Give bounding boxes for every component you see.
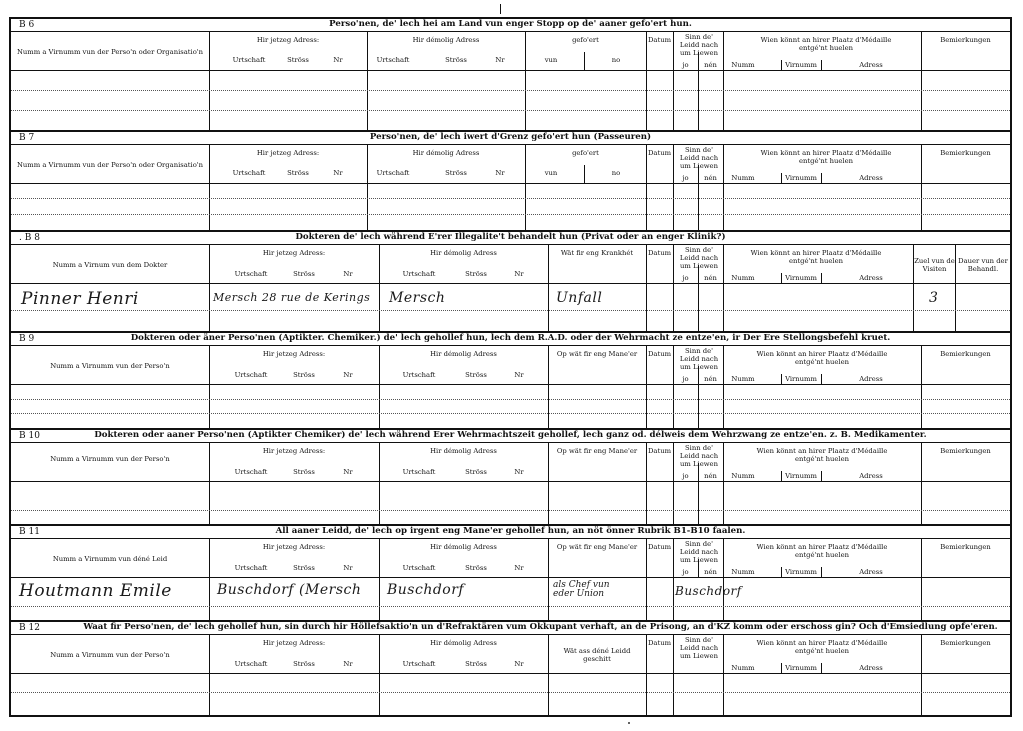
- grid-line: [209, 71, 210, 130]
- locality-label: Urtschaft: [232, 56, 266, 64]
- no-label: nén: [704, 568, 717, 576]
- grid-line: [11, 606, 1010, 607]
- grid-line: [698, 284, 699, 331]
- yes-label: jo: [682, 568, 689, 576]
- locality-label: Urtschaft: [234, 468, 268, 476]
- yes-label: jo: [682, 472, 689, 480]
- date-label: Datum: [647, 249, 672, 257]
- date-label: Datum: [647, 447, 672, 455]
- yes-label: jo: [682, 61, 689, 69]
- locality-label: Urtschaft: [232, 169, 266, 177]
- number-label: Nr: [514, 660, 524, 668]
- from-label: vun: [544, 56, 558, 64]
- medal-first-label: Virnumm: [785, 664, 817, 672]
- doctor-current-address-entry: Mersch 28 rue de Kerings: [213, 291, 371, 304]
- grid-line: [367, 71, 368, 130]
- grid-line: [11, 413, 1010, 414]
- number-label: Nr: [343, 371, 353, 379]
- medal-name-label: Numm: [731, 664, 755, 672]
- entry-rows: [11, 578, 1010, 620]
- section-code: B 10: [19, 431, 40, 441]
- helper-name-entry: Houtmann Emile: [19, 581, 172, 601]
- street-label: Ströss: [465, 270, 487, 278]
- section-title: Perso'nen, de' lech iwert d'Grenz gefo'ert hun (Passeuren): [369, 132, 652, 142]
- number-label: Nr: [343, 660, 353, 668]
- grid-line: [673, 385, 674, 428]
- yes-label: jo: [682, 375, 689, 383]
- header-row: [11, 32, 1010, 71]
- former-address-label: Hir démolig Adress: [430, 249, 497, 257]
- header-row: [11, 145, 1010, 184]
- locality-label: Urtschaft: [402, 564, 436, 572]
- life-risk-label: Sinn de' Leidd nach um Liewen: [679, 636, 719, 660]
- street-label: Ströss: [293, 270, 315, 278]
- medal-label: Wien könnt an hirer Plaatz d'Médaille entgé'nt huelen: [760, 149, 892, 165]
- form-sheet: [9, 17, 1012, 717]
- medal-name-label: Numm: [731, 375, 755, 383]
- section-b9-title-row: [11, 333, 1010, 346]
- street-label: Ströss: [465, 660, 487, 668]
- medal-label: Wien könnt an hirer Plaatz d'Médaille entgé'nt huelen: [756, 350, 888, 366]
- grid-line: [921, 385, 922, 428]
- section-title: Dokteren de' lech während E'rer Illegalite't behandelt hun (Privat oder an enger Klinik?): [295, 232, 726, 242]
- grid-line: [673, 674, 674, 715]
- helper-how-entry: als Chef vun eder Union: [553, 580, 610, 599]
- number-label: Nr: [343, 468, 353, 476]
- locality-label: Urtschaft: [234, 660, 268, 668]
- name-doctor-label: Numm a Virnum vun dem Dokter: [52, 261, 168, 269]
- current-address-label: Hir jetzeg Adress:: [262, 543, 326, 551]
- grid-line: [525, 184, 526, 230]
- helper-former-address-entry: Buschdorf: [387, 582, 465, 598]
- street-label: Ströss: [293, 660, 315, 668]
- grid-line: [209, 184, 210, 230]
- street-label: Ströss: [465, 468, 487, 476]
- number-label: Nr: [495, 56, 505, 64]
- entry-rows: [11, 184, 1010, 230]
- life-risk-label: Sinn de' Leidd nach um Liewen: [679, 444, 719, 468]
- current-address-label: Hir jetzeg Adress:: [262, 350, 326, 358]
- remarks-label: Bemierkungen: [940, 639, 991, 647]
- helper-current-address-entry: Buschdorf (Mersch: [217, 582, 362, 598]
- section-b6: [11, 19, 1010, 132]
- grid-line: [11, 510, 1010, 511]
- grid-line: [921, 71, 922, 130]
- name-person-label: Numm a Virnumm vun der Perso'n: [50, 651, 170, 659]
- section-b7-title-row: [11, 132, 1010, 145]
- grid-line: [673, 284, 674, 331]
- former-address-label: Hir démolig Adress: [430, 543, 497, 551]
- grid-line: [723, 385, 724, 428]
- former-address-label: Hir démolig Adress: [430, 639, 497, 647]
- date-label: Datum: [647, 543, 672, 551]
- grid-line: [723, 71, 724, 130]
- section-b10-title-row: [11, 430, 1010, 443]
- section-code: B 11: [19, 527, 40, 537]
- remarks-label: Bemierkungen: [940, 350, 991, 358]
- entry-rows: [11, 674, 1010, 715]
- grid-line: [584, 52, 585, 70]
- remarks-label: Bemierkungen: [940, 447, 991, 455]
- grid-line: [698, 184, 699, 230]
- illness-entry: Unfall: [556, 290, 603, 306]
- grid-line: [548, 284, 549, 331]
- locality-label: Urtschaft: [376, 169, 410, 177]
- date-label: Datum: [647, 149, 672, 157]
- section-b7: [11, 132, 1010, 232]
- medal-name-label: Numm: [731, 61, 755, 69]
- medal-label: Wien könnt an hirer Plaatz d'Médaille entgé'nt huelen: [760, 36, 892, 52]
- locality-label: Urtschaft: [402, 270, 436, 278]
- life-risk-label: Sinn de' Leidd nach um Liewen: [679, 347, 719, 371]
- section-title: Dokteren oder äner Perso'nen (Aptikter. Chemiker.) de' lech gehollef hun, lech dem R.A.D. oder der Wehrmacht ze entze'en, ir Der Ere Stellongsbefehl kruet.: [130, 333, 891, 343]
- no-label: nén: [704, 274, 717, 282]
- section-code: B 9: [19, 334, 35, 344]
- grid-line: [209, 385, 210, 428]
- no-label: nén: [704, 174, 717, 182]
- grid-line: [379, 482, 380, 524]
- name-org-label: Numm a Virnumm vun der Perso'n oder Organisatio'n: [16, 48, 204, 56]
- grid-line: [673, 482, 674, 524]
- grid-line: [723, 674, 724, 715]
- life-risk-label: Sinn de' Leidd nach um Liewen: [679, 33, 719, 57]
- street-label: Ströss: [287, 56, 309, 64]
- from-label: vun: [544, 169, 558, 177]
- grid-line: [673, 184, 674, 230]
- grid-line: [11, 310, 1010, 311]
- medal-address-label: Adress: [859, 61, 883, 69]
- grid-line: [698, 71, 699, 130]
- medal-address-label: Adress: [859, 274, 883, 282]
- grid-line: [548, 385, 549, 428]
- grid-line: [646, 674, 647, 715]
- grid-line: [209, 482, 210, 524]
- grid-line: [646, 578, 647, 620]
- top-tick-mark: [500, 4, 501, 14]
- current-address-label: Hir jetzeg Adress:: [262, 447, 326, 455]
- section-b9: [11, 333, 1010, 430]
- street-label: Ströss: [293, 371, 315, 379]
- grid-line: [11, 110, 1010, 111]
- current-address-label: Hir jetzeg Adress:: [262, 639, 326, 647]
- street-label: Ströss: [465, 371, 487, 379]
- number-label: Nr: [333, 56, 343, 64]
- medal-name-label: Numm: [731, 568, 755, 576]
- grid-line: [11, 214, 1010, 215]
- grid-line: [921, 578, 922, 620]
- medal-name-label: Numm: [731, 472, 755, 480]
- entry-rows: [11, 71, 1010, 130]
- former-address-label: Hir démolig Adress: [430, 350, 497, 358]
- remarks-label: Bemierkungen: [940, 543, 991, 551]
- grid-line: [209, 284, 210, 331]
- street-label: Ströss: [293, 468, 315, 476]
- former-address-label: Hir démolig Adress: [430, 447, 497, 455]
- grid-line: [646, 71, 647, 130]
- locality-label: Urtschaft: [234, 270, 268, 278]
- grid-line: [11, 198, 1010, 199]
- medal-first-label: Virnumm: [785, 472, 817, 480]
- grid-line: [646, 284, 647, 331]
- date-label: Datum: [647, 350, 672, 358]
- doctor-former-address-entry: Mersch: [389, 290, 446, 306]
- speck: [628, 722, 630, 724]
- section-code: B 7: [19, 133, 35, 143]
- number-label: Nr: [514, 270, 524, 278]
- escorted-label: gefo'ert: [572, 36, 599, 44]
- grid-line: [379, 578, 380, 620]
- how-label: Op wät fir eng Mane'er: [556, 350, 638, 358]
- grid-line: [921, 184, 922, 230]
- medal-name-label: Numm: [731, 174, 755, 182]
- grid-line: [698, 482, 699, 524]
- medal-first-label: Virnumm: [785, 274, 817, 282]
- section-b12-title-row: [11, 622, 1010, 635]
- former-address-label: Hir démolig Adress: [412, 36, 480, 44]
- duration-label: Dauer vun der Behandl.: [958, 257, 1008, 273]
- life-risk-label: Sinn de' Leidd nach um Liewen: [679, 246, 719, 270]
- grid-line: [379, 674, 380, 715]
- grid-line: [955, 284, 956, 331]
- locality-label: Urtschaft: [234, 564, 268, 572]
- section-code: . B 8: [19, 233, 40, 243]
- grid-line: [673, 635, 674, 673]
- medal-first-label: Virnumm: [785, 375, 817, 383]
- locality-label: Urtschaft: [234, 371, 268, 379]
- street-label: Ströss: [293, 564, 315, 572]
- grid-line: [584, 165, 585, 183]
- section-title: Waat fir Perso'nen, de' lech gehollef hun, sin durch hir Höllefsaktio'n un d'Refraktären vum Okkupant verhaft, an de Prisong, an d'KZ komm oder erschoss gin? Och d'Emsiedlung opfe'eren.: [83, 622, 998, 632]
- locality-label: Urtschaft: [402, 660, 436, 668]
- header-row: [11, 245, 1010, 284]
- helper-life-entry: Buschdorf: [675, 584, 742, 598]
- name-person-label: Numm a Virnumm vun déné Leid: [52, 555, 168, 563]
- medal-label: Wien könnt an hirer Plaatz d'Médaille entgé'nt huelen: [756, 447, 888, 463]
- grid-line: [548, 482, 549, 524]
- grid-line: [379, 385, 380, 428]
- grid-line: [673, 578, 674, 620]
- medal-address-label: Adress: [859, 472, 883, 480]
- grid-line: [921, 674, 922, 715]
- date-label: Datum: [647, 639, 672, 647]
- grid-line: [921, 482, 922, 524]
- number-label: Nr: [333, 169, 343, 177]
- section-b8-title-row: [11, 232, 1010, 245]
- grid-line: [548, 635, 549, 673]
- entry-rows: [11, 284, 1010, 331]
- name-org-label: Numm a Virnumm vun der Perso'n oder Organisatio'n: [16, 161, 204, 169]
- name-person-label: Numm a Virnumm vun der Perso'n: [50, 455, 170, 463]
- section-title: All aaner Leidd, de' lech op irgent eng Mane'er gehollef hun, an nöt önner Rubrik B1-B10 faalen.: [275, 526, 746, 536]
- date-label: Datum: [647, 36, 672, 44]
- grid-line: [548, 578, 549, 620]
- grid-line: [11, 692, 1010, 693]
- grid-line: [367, 184, 368, 230]
- medal-first-label: Virnumm: [785, 174, 817, 182]
- to-label: no: [611, 56, 621, 64]
- grid-line: [209, 578, 210, 620]
- grid-line: [11, 399, 1010, 400]
- medal-label: Wien könnt an hirer Plaatz d'Médaille entgé'nt huelen: [756, 639, 888, 655]
- medal-first-label: Virnumm: [785, 568, 817, 576]
- section-b11-title-row: [11, 526, 1010, 539]
- grid-line: [723, 482, 724, 524]
- no-label: nén: [704, 61, 717, 69]
- grid-line: [646, 482, 647, 524]
- how-label: Op wät fir eng Mane'er: [556, 447, 638, 455]
- no-label: nén: [704, 472, 717, 480]
- number-label: Nr: [495, 169, 505, 177]
- grid-line: [723, 184, 724, 230]
- illness-label: Wät fir eng Krankhét: [560, 249, 634, 257]
- section-title: Dokteren oder aaner Perso'nen (Aptikter Chemiker) de' lech während Erer Wehrmachtszeit gehollef, lech ganz od. délweis dem Wehrzwang ze entze'en. z. B. Medikamenter.: [94, 430, 927, 440]
- medal-first-label: Virnumm: [785, 61, 817, 69]
- grid-line: [11, 90, 1010, 91]
- locality-label: Urtschaft: [376, 56, 410, 64]
- grid-line: [646, 184, 647, 230]
- header-row: [11, 539, 1010, 578]
- grid-line: [723, 284, 724, 331]
- entry-rows: [11, 385, 1010, 428]
- number-label: Nr: [514, 564, 524, 572]
- current-address-label: Hir jetzeg Adress:: [262, 249, 326, 257]
- visits-entry: 3: [929, 290, 939, 306]
- street-label: Ströss: [445, 169, 467, 177]
- section-title: Perso'nen, de' lech hei am Land vun enger Stopp op de' aaner gefo'ert hun.: [329, 19, 692, 29]
- number-label: Nr: [514, 468, 524, 476]
- section-b11: [11, 526, 1010, 622]
- grid-line: [673, 71, 674, 130]
- medal-address-label: Adress: [859, 375, 883, 383]
- entry-rows: [11, 482, 1010, 524]
- remarks-label: Bemierkungen: [940, 149, 991, 157]
- no-label: nén: [704, 375, 717, 383]
- medal-label: Wien könnt an hirer Plaatz d'Médaille entgé'nt huelen: [750, 249, 882, 265]
- name-person-label: Numm a Virnumm vun der Perso'n: [50, 362, 170, 370]
- life-risk-label: Sinn de' Leidd nach um Liewen: [679, 540, 719, 564]
- locality-label: Urtschaft: [402, 468, 436, 476]
- medal-name-label: Numm: [731, 274, 755, 282]
- section-code: B 12: [19, 623, 40, 633]
- grid-line: [913, 284, 914, 331]
- what-done-label: Wät ass déné Leidd geschitt: [563, 647, 631, 663]
- current-address-label: Hir jetzeg Adress:: [256, 36, 320, 44]
- medal-label: Wien könnt an hirer Plaatz d'Médaille entgé'nt huelen: [756, 543, 888, 559]
- remarks-label: Bemierkungen: [940, 36, 991, 44]
- number-label: Nr: [514, 371, 524, 379]
- grid-line: [548, 674, 549, 715]
- visits-label: Zuel vun de Visiten: [914, 257, 955, 273]
- grid-line: [209, 674, 210, 715]
- street-label: Ströss: [287, 169, 309, 177]
- yes-label: jo: [682, 274, 689, 282]
- to-label: no: [611, 169, 621, 177]
- header-row: [11, 443, 1010, 482]
- how-label: Op wät fir eng Mane'er: [556, 543, 638, 551]
- yes-label: jo: [682, 174, 689, 182]
- current-address-label: Hir jetzeg Adress:: [256, 149, 320, 157]
- grid-line: [698, 385, 699, 428]
- life-risk-label: Sinn de' Leidd nach um Liewen: [679, 146, 719, 170]
- header-row: [11, 635, 1010, 674]
- section-b10: [11, 430, 1010, 526]
- medal-address-label: Adress: [859, 664, 883, 672]
- grid-line: [646, 385, 647, 428]
- number-label: Nr: [343, 270, 353, 278]
- section-code: B 6: [19, 20, 35, 30]
- medal-address-label: Adress: [859, 568, 883, 576]
- escorted-label: gefo'ert: [572, 149, 599, 157]
- section-b6-title-row: [11, 19, 1010, 32]
- locality-label: Urtschaft: [402, 371, 436, 379]
- number-label: Nr: [343, 564, 353, 572]
- street-label: Ströss: [445, 56, 467, 64]
- medal-address-label: Adress: [859, 174, 883, 182]
- street-label: Ströss: [465, 564, 487, 572]
- grid-line: [379, 284, 380, 331]
- section-b8: [11, 232, 1010, 333]
- section-b12: [11, 622, 1010, 715]
- doctor-name-entry: Pinner Henri: [21, 289, 139, 309]
- header-row: [11, 346, 1010, 385]
- former-address-label: Hir démolig Adress: [412, 149, 480, 157]
- grid-line: [525, 71, 526, 130]
